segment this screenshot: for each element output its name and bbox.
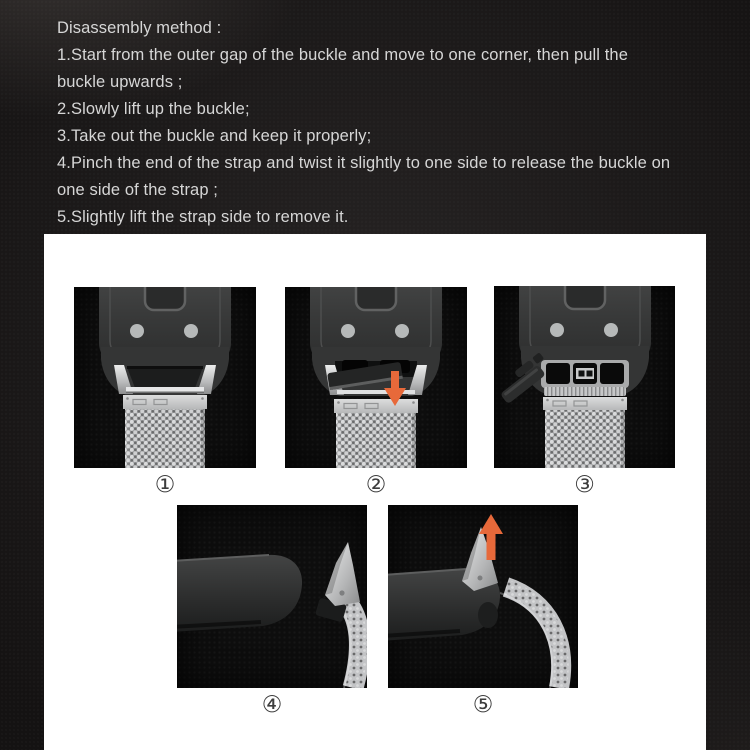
raised-buckle-flap <box>325 542 360 606</box>
instructions-title: Disassembly method : <box>57 19 222 37</box>
instruction-line-4: 4.Pinch the end of the strap and twist it slightly to one side to release the buckle on <box>57 154 671 172</box>
figure-2-label: ② <box>365 472 387 498</box>
figure-step-1 <box>74 287 256 498</box>
photo-step-4 <box>177 505 367 688</box>
instruction-line-4b: one side of the strap ; <box>57 181 218 199</box>
photo-step-2 <box>285 287 467 468</box>
instructions-block <box>57 15 717 231</box>
figure-step-2 <box>285 287 467 498</box>
strap-pin-dot <box>184 324 198 338</box>
photo-step-1 <box>74 287 256 468</box>
mesh-strap-top-view <box>334 399 418 468</box>
instruction-line-2: 2.Slowly lift up the buckle; <box>57 100 250 118</box>
mesh-strap-top-view <box>123 395 207 468</box>
mesh-strap-side-view <box>500 587 561 688</box>
instruction-line-1b: buckle upwards ; <box>57 73 183 91</box>
photo-step-5 <box>388 505 578 688</box>
figure-1-label: ① <box>154 472 176 498</box>
figure-5-label: ⑤ <box>472 692 494 718</box>
watch-body-side-view <box>177 555 302 632</box>
instruction-line-1: 1.Start from the outer gap of the buckle and move to one corner, then pull the <box>57 46 628 64</box>
instruction-line-3: 3.Take out the buckle and keep it properly; <box>57 127 372 145</box>
instruction-panel <box>44 234 706 750</box>
figure-step-4 <box>177 505 367 718</box>
mesh-strap-top-view <box>543 397 627 468</box>
photo-step-3 <box>494 286 675 468</box>
figure-3-label: ③ <box>574 472 595 498</box>
connector-sockets-exposed <box>541 360 629 396</box>
figure-step-5 <box>388 505 578 718</box>
strap-pin-dot <box>130 324 144 338</box>
figure-4-label: ④ <box>261 692 283 718</box>
instruction-line-5: 5.Slightly lift the strap side to remove it. <box>57 208 349 226</box>
figure-step-3 <box>494 286 675 498</box>
